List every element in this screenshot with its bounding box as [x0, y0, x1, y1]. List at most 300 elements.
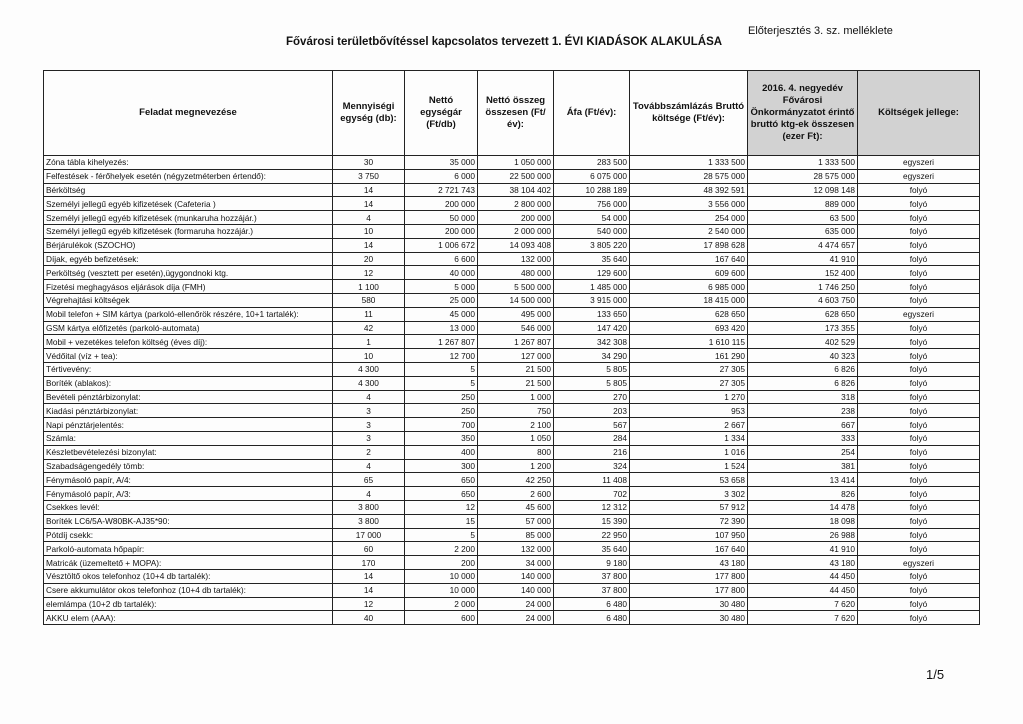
- cell-city-cost: 6 826: [748, 376, 858, 390]
- cell-gross: 27 305: [630, 376, 748, 390]
- cell-vat: 22 950: [554, 528, 630, 542]
- cell-qty: 10: [333, 349, 405, 363]
- cell-gross: 254 000: [630, 211, 748, 225]
- cell-qty: 14: [333, 197, 405, 211]
- expense-table: [43, 70, 980, 625]
- table-row: [44, 238, 980, 252]
- document-title: Fővárosi területbővítéssel kapcsolatos tervezett 1. ÉVI KIADÁSOK ALAKULÁSA: [286, 36, 723, 48]
- cell-unit-price: 600: [405, 611, 478, 625]
- cell-net-total: 14 500 000: [478, 293, 554, 307]
- cell-unit-price: 200 000: [405, 224, 478, 238]
- cell-city-cost: 254: [748, 445, 858, 459]
- cell-net-total: 495 000: [478, 307, 554, 321]
- cell-gross: 43 180: [630, 556, 748, 570]
- cell-task: Tértivevény:: [44, 362, 333, 376]
- table-row: [44, 224, 980, 238]
- cell-task: Bevételi pénztárbizonylat:: [44, 390, 333, 404]
- cell-net-total: 14 093 408: [478, 238, 554, 252]
- cell-city-cost: 4 603 750: [748, 293, 858, 307]
- cell-unit-price: 650: [405, 473, 478, 487]
- cell-city-cost: 6 826: [748, 362, 858, 376]
- cell-unit-price: 13 000: [405, 321, 478, 335]
- cell-kind: folyó: [858, 569, 980, 583]
- cell-gross: 48 392 591: [630, 183, 748, 197]
- cell-task: Felfestések - férőhelyek esetén (négyzetméterben értendő):: [44, 169, 333, 183]
- cell-vat: 756 000: [554, 197, 630, 211]
- cell-vat: 6 480: [554, 611, 630, 625]
- cell-net-total: 1 050 000: [478, 156, 554, 170]
- cell-vat: 133 650: [554, 307, 630, 321]
- table-row: [44, 335, 980, 349]
- cell-vat: 34 290: [554, 349, 630, 363]
- cell-task: Személyi jellegű egyéb kifizetések (Cafeteria ): [44, 197, 333, 211]
- cell-task: Boríték LC6/5A-W80BK-AJ35*90:: [44, 514, 333, 528]
- col-header-task: Feladat megnevezése: [44, 71, 333, 156]
- cell-gross: 177 800: [630, 569, 748, 583]
- cell-vat: 37 800: [554, 583, 630, 597]
- cell-qty: 20: [333, 252, 405, 266]
- col-header-vat: Áfa (Ft/év):: [554, 71, 630, 156]
- table-row: [44, 280, 980, 294]
- cell-kind: folyó: [858, 611, 980, 625]
- cell-city-cost: 43 180: [748, 556, 858, 570]
- table-row: [44, 418, 980, 432]
- table-row: [44, 500, 980, 514]
- cell-vat: 702: [554, 487, 630, 501]
- cell-gross: 53 658: [630, 473, 748, 487]
- cell-qty: 40: [333, 611, 405, 625]
- cell-kind: folyó: [858, 445, 980, 459]
- cell-task: Fénymásoló papír, A/4:: [44, 473, 333, 487]
- cell-net-total: 38 104 402: [478, 183, 554, 197]
- cell-unit-price: 40 000: [405, 266, 478, 280]
- cell-kind: folyó: [858, 349, 980, 363]
- cell-gross: 18 415 000: [630, 293, 748, 307]
- cell-city-cost: 13 414: [748, 473, 858, 487]
- cell-task: Csere akkumulátor okos telefonhoz (10+4 db tartalék):: [44, 583, 333, 597]
- cell-unit-price: 5 000: [405, 280, 478, 294]
- cell-kind: folyó: [858, 321, 980, 335]
- cell-gross: 161 290: [630, 349, 748, 363]
- table-row: [44, 459, 980, 473]
- cell-qty: 14: [333, 583, 405, 597]
- cell-unit-price: 250: [405, 404, 478, 418]
- cell-gross: 2 540 000: [630, 224, 748, 238]
- cell-vat: 284: [554, 431, 630, 445]
- cell-task: GSM kártya előfizetés (parkoló-automata): [44, 321, 333, 335]
- table-row: [44, 528, 980, 542]
- cell-net-total: 1 050: [478, 431, 554, 445]
- cell-kind: folyó: [858, 514, 980, 528]
- cell-task: Boríték (ablakos):: [44, 376, 333, 390]
- cell-net-total: 132 000: [478, 542, 554, 556]
- cell-net-total: 800: [478, 445, 554, 459]
- cell-qty: 12: [333, 266, 405, 280]
- cell-unit-price: 15: [405, 514, 478, 528]
- cell-kind: egyszeri: [858, 156, 980, 170]
- cell-city-cost: 333: [748, 431, 858, 445]
- cell-city-cost: 26 988: [748, 528, 858, 542]
- cell-net-total: 1 200: [478, 459, 554, 473]
- page-number: 1/5: [926, 667, 945, 682]
- cell-vat: 6 075 000: [554, 169, 630, 183]
- cell-task: Bérjárulékok (SZOCHO): [44, 238, 333, 252]
- cell-vat: 11 408: [554, 473, 630, 487]
- cell-kind: folyó: [858, 390, 980, 404]
- cell-unit-price: 300: [405, 459, 478, 473]
- table-row: [44, 321, 980, 335]
- cell-city-cost: 238: [748, 404, 858, 418]
- cell-gross: 57 912: [630, 500, 748, 514]
- cell-gross: 609 600: [630, 266, 748, 280]
- cell-task: Mobil + vezetékes telefon költség (éves díj):: [44, 335, 333, 349]
- cell-gross: 6 985 000: [630, 280, 748, 294]
- cell-vat: 270: [554, 390, 630, 404]
- cell-task: Fénymásoló papír, A/3:: [44, 487, 333, 501]
- cell-net-total: 140 000: [478, 583, 554, 597]
- col-header-qty: Mennyiségi egység (db):: [333, 71, 405, 156]
- cell-kind: folyó: [858, 542, 980, 556]
- cell-net-total: 2 000 000: [478, 224, 554, 238]
- table-row: [44, 169, 980, 183]
- cell-net-total: 45 600: [478, 500, 554, 514]
- cell-task: Pótdíj csekk:: [44, 528, 333, 542]
- cell-net-total: 127 000: [478, 349, 554, 363]
- cell-qty: 17 000: [333, 528, 405, 542]
- cell-net-total: 5 500 000: [478, 280, 554, 294]
- cell-task: Bérköltség: [44, 183, 333, 197]
- cell-task: Napi pénztárjelentés:: [44, 418, 333, 432]
- cell-kind: folyó: [858, 473, 980, 487]
- cell-gross: 1 524: [630, 459, 748, 473]
- cell-unit-price: 12 700: [405, 349, 478, 363]
- cell-qty: 60: [333, 542, 405, 556]
- cell-vat: 540 000: [554, 224, 630, 238]
- cell-net-total: 22 500 000: [478, 169, 554, 183]
- table-row: [44, 307, 980, 321]
- cell-qty: 3 800: [333, 500, 405, 514]
- cell-unit-price: 10 000: [405, 569, 478, 583]
- table-row: [44, 611, 980, 625]
- cell-qty: 4 300: [333, 376, 405, 390]
- cell-gross: 167 640: [630, 542, 748, 556]
- cell-task: Végrehajtási költségek: [44, 293, 333, 307]
- col-header-kind: Költségek jellege:: [858, 71, 980, 156]
- cell-gross: 3 556 000: [630, 197, 748, 211]
- cell-city-cost: 7 620: [748, 611, 858, 625]
- cell-net-total: 24 000: [478, 597, 554, 611]
- cell-gross: 167 640: [630, 252, 748, 266]
- cell-task: Személyi jellegű egyéb kifizetések (munkaruha hozzájár.): [44, 211, 333, 225]
- cell-qty: 4 300: [333, 362, 405, 376]
- cell-task: Vésztöltő okos telefonhoz (10+4 db tartalék):: [44, 569, 333, 583]
- cell-task: Perköltség (vesztett per esetén),ügygondnoki ktg.: [44, 266, 333, 280]
- cell-vat: 1 485 000: [554, 280, 630, 294]
- table-row: [44, 569, 980, 583]
- cell-city-cost: 14 478: [748, 500, 858, 514]
- table-row: [44, 556, 980, 570]
- cell-unit-price: 6 000: [405, 169, 478, 183]
- table-row: [44, 156, 980, 170]
- cell-net-total: 480 000: [478, 266, 554, 280]
- cell-gross: 1 016: [630, 445, 748, 459]
- cell-gross: 1 610 115: [630, 335, 748, 349]
- cell-unit-price: 200: [405, 556, 478, 570]
- header-row: [44, 71, 980, 156]
- cell-kind: folyó: [858, 280, 980, 294]
- cell-kind: folyó: [858, 183, 980, 197]
- cell-task: AKKU elem (AAA):: [44, 611, 333, 625]
- cell-city-cost: 18 098: [748, 514, 858, 528]
- cell-gross: 27 305: [630, 362, 748, 376]
- cell-kind: folyó: [858, 597, 980, 611]
- cell-qty: 4: [333, 211, 405, 225]
- cell-kind: folyó: [858, 335, 980, 349]
- cell-gross: 1 333 500: [630, 156, 748, 170]
- cell-qty: 14: [333, 238, 405, 252]
- cell-vat: 216: [554, 445, 630, 459]
- cell-kind: egyszeri: [858, 307, 980, 321]
- cell-kind: egyszeri: [858, 169, 980, 183]
- cell-vat: 283 500: [554, 156, 630, 170]
- cell-qty: 2: [333, 445, 405, 459]
- table-row: [44, 583, 980, 597]
- cell-city-cost: 63 500: [748, 211, 858, 225]
- cell-kind: folyó: [858, 362, 980, 376]
- cell-vat: 6 480: [554, 597, 630, 611]
- cell-unit-price: 400: [405, 445, 478, 459]
- cell-net-total: 24 000: [478, 611, 554, 625]
- cell-kind: folyó: [858, 528, 980, 542]
- cell-unit-price: 700: [405, 418, 478, 432]
- table-row: [44, 445, 980, 459]
- cell-gross: 30 480: [630, 611, 748, 625]
- cell-gross: 628 650: [630, 307, 748, 321]
- cell-vat: 54 000: [554, 211, 630, 225]
- cell-kind: folyó: [858, 418, 980, 432]
- cell-unit-price: 200 000: [405, 197, 478, 211]
- cell-vat: 3 915 000: [554, 293, 630, 307]
- cell-gross: 1 334: [630, 431, 748, 445]
- cell-qty: 3 800: [333, 514, 405, 528]
- cell-city-cost: 318: [748, 390, 858, 404]
- cell-city-cost: 7 620: [748, 597, 858, 611]
- cell-qty: 1: [333, 335, 405, 349]
- cell-kind: folyó: [858, 238, 980, 252]
- cell-vat: 5 805: [554, 376, 630, 390]
- cell-kind: folyó: [858, 197, 980, 211]
- cell-gross: 953: [630, 404, 748, 418]
- cell-qty: 170: [333, 556, 405, 570]
- cell-unit-price: 2 000: [405, 597, 478, 611]
- cell-task: Személyi jellegű egyéb kifizetések (formaruha hozzájár.): [44, 224, 333, 238]
- cell-gross: 72 390: [630, 514, 748, 528]
- cell-task: Számla:: [44, 431, 333, 445]
- cell-task: Szabadságengedély tömb:: [44, 459, 333, 473]
- cell-task: Mobil telefon + SIM kártya (parkoló-ellenőrök részére, 10+1 tartalék):: [44, 307, 333, 321]
- cell-unit-price: 10 000: [405, 583, 478, 597]
- cell-city-cost: 152 400: [748, 266, 858, 280]
- cell-gross: 2 667: [630, 418, 748, 432]
- cell-city-cost: 635 000: [748, 224, 858, 238]
- cell-qty: 12: [333, 597, 405, 611]
- cell-vat: 15 390: [554, 514, 630, 528]
- annex-label: Előterjesztés 3. sz. melléklete: [748, 25, 893, 37]
- cell-net-total: 1 000: [478, 390, 554, 404]
- cell-task: Parkoló-automata hőpapír:: [44, 542, 333, 556]
- cell-gross: 30 480: [630, 597, 748, 611]
- cell-net-total: 1 267 807: [478, 335, 554, 349]
- cell-gross: 1 270: [630, 390, 748, 404]
- table-body: [44, 156, 980, 625]
- cell-city-cost: 667: [748, 418, 858, 432]
- cell-qty: 4: [333, 390, 405, 404]
- cell-gross: 177 800: [630, 583, 748, 597]
- cell-unit-price: 5: [405, 362, 478, 376]
- cell-vat: 10 288 189: [554, 183, 630, 197]
- cell-net-total: 42 250: [478, 473, 554, 487]
- cell-net-total: 57 000: [478, 514, 554, 528]
- cell-qty: 14: [333, 569, 405, 583]
- table-row: [44, 487, 980, 501]
- table-row: [44, 266, 980, 280]
- cell-city-cost: 12 098 148: [748, 183, 858, 197]
- table-row: [44, 597, 980, 611]
- cell-kind: folyó: [858, 252, 980, 266]
- cell-gross: 693 420: [630, 321, 748, 335]
- cell-city-cost: 381: [748, 459, 858, 473]
- cell-kind: folyó: [858, 583, 980, 597]
- cell-kind: egyszeri: [858, 556, 980, 570]
- cell-city-cost: 44 450: [748, 569, 858, 583]
- cell-task: Fizetési meghagyásos eljárások díja (FMH): [44, 280, 333, 294]
- cell-city-cost: 1 746 250: [748, 280, 858, 294]
- cell-unit-price: 35 000: [405, 156, 478, 170]
- cell-vat: 37 800: [554, 569, 630, 583]
- table-row: [44, 293, 980, 307]
- cell-qty: 3: [333, 404, 405, 418]
- table-row: [44, 431, 980, 445]
- cell-unit-price: 2 200: [405, 542, 478, 556]
- table-row: [44, 376, 980, 390]
- cell-city-cost: 402 529: [748, 335, 858, 349]
- cell-qty: 11: [333, 307, 405, 321]
- table-row: [44, 197, 980, 211]
- cell-net-total: 132 000: [478, 252, 554, 266]
- cell-vat: 147 420: [554, 321, 630, 335]
- cell-task: Díjak, egyéb befizetések:: [44, 252, 333, 266]
- cell-unit-price: 5: [405, 528, 478, 542]
- cell-gross: 28 575 000: [630, 169, 748, 183]
- cell-kind: folyó: [858, 293, 980, 307]
- cell-net-total: 2 800 000: [478, 197, 554, 211]
- cell-unit-price: 650: [405, 487, 478, 501]
- col-header-gross: Továbbszámlázás Bruttó költsége (Ft/év):: [630, 71, 748, 156]
- cell-unit-price: 2 721 743: [405, 183, 478, 197]
- table-row: [44, 349, 980, 363]
- table-row: [44, 183, 980, 197]
- cell-city-cost: 40 323: [748, 349, 858, 363]
- cell-unit-price: 1 006 672: [405, 238, 478, 252]
- cell-vat: 567: [554, 418, 630, 432]
- cell-qty: 14: [333, 183, 405, 197]
- cell-net-total: 546 000: [478, 321, 554, 335]
- cell-unit-price: 1 267 807: [405, 335, 478, 349]
- cell-net-total: 2 600: [478, 487, 554, 501]
- cell-city-cost: 41 910: [748, 542, 858, 556]
- col-header-net-total: Nettó összeg összesen (Ft/év):: [478, 71, 554, 156]
- cell-vat: 35 640: [554, 542, 630, 556]
- cell-vat: 324: [554, 459, 630, 473]
- cell-kind: folyó: [858, 211, 980, 225]
- table-row: [44, 404, 980, 418]
- cell-city-cost: 628 650: [748, 307, 858, 321]
- cell-net-total: 21 500: [478, 376, 554, 390]
- cell-task: Védőital (víz + tea):: [44, 349, 333, 363]
- cell-unit-price: 6 600: [405, 252, 478, 266]
- cell-qty: 4: [333, 487, 405, 501]
- cell-kind: folyó: [858, 500, 980, 514]
- cell-vat: 203: [554, 404, 630, 418]
- cell-vat: 9 180: [554, 556, 630, 570]
- cell-city-cost: 4 474 657: [748, 238, 858, 252]
- cell-city-cost: 173 355: [748, 321, 858, 335]
- cell-gross: 107 950: [630, 528, 748, 542]
- cell-kind: folyó: [858, 459, 980, 473]
- table-row: [44, 211, 980, 225]
- cell-vat: 3 805 220: [554, 238, 630, 252]
- cell-vat: 35 640: [554, 252, 630, 266]
- table-row: [44, 514, 980, 528]
- cell-kind: folyó: [858, 224, 980, 238]
- cell-task: Kiadási pénztárbizonylat:: [44, 404, 333, 418]
- cell-vat: 12 312: [554, 500, 630, 514]
- cell-unit-price: 12: [405, 500, 478, 514]
- cell-unit-price: 25 000: [405, 293, 478, 307]
- table-row: [44, 390, 980, 404]
- cell-qty: 1 100: [333, 280, 405, 294]
- cell-city-cost: 826: [748, 487, 858, 501]
- cell-gross: 17 898 628: [630, 238, 748, 252]
- cell-unit-price: 350: [405, 431, 478, 445]
- cell-gross: 3 302: [630, 487, 748, 501]
- cell-qty: 3: [333, 431, 405, 445]
- cell-net-total: 140 000: [478, 569, 554, 583]
- cell-task: elemlámpa (10+2 db tartalék):: [44, 597, 333, 611]
- cell-kind: folyó: [858, 404, 980, 418]
- cell-net-total: 85 000: [478, 528, 554, 542]
- cell-net-total: 2 100: [478, 418, 554, 432]
- cell-net-total: 750: [478, 404, 554, 418]
- cell-kind: folyó: [858, 487, 980, 501]
- cell-task: Matricák (üzemeltető + MOPA):: [44, 556, 333, 570]
- table-row: [44, 542, 980, 556]
- cell-city-cost: 889 000: [748, 197, 858, 211]
- cell-city-cost: 44 450: [748, 583, 858, 597]
- cell-unit-price: 250: [405, 390, 478, 404]
- cell-net-total: 21 500: [478, 362, 554, 376]
- cell-qty: 65: [333, 473, 405, 487]
- cell-task: Zóna tábla kihelyezés:: [44, 156, 333, 170]
- cell-task: Készletbevételezési bizonylat:: [44, 445, 333, 459]
- cell-unit-price: 45 000: [405, 307, 478, 321]
- cell-net-total: 34 000: [478, 556, 554, 570]
- cell-city-cost: 28 575 000: [748, 169, 858, 183]
- col-header-city-cost: 2016. 4. negyedév Fővárosi Önkormányzatot érintő bruttó ktg-ek összesen (ezer Ft):: [748, 71, 858, 156]
- cell-kind: folyó: [858, 266, 980, 280]
- cell-unit-price: 50 000: [405, 211, 478, 225]
- cell-qty: 30: [333, 156, 405, 170]
